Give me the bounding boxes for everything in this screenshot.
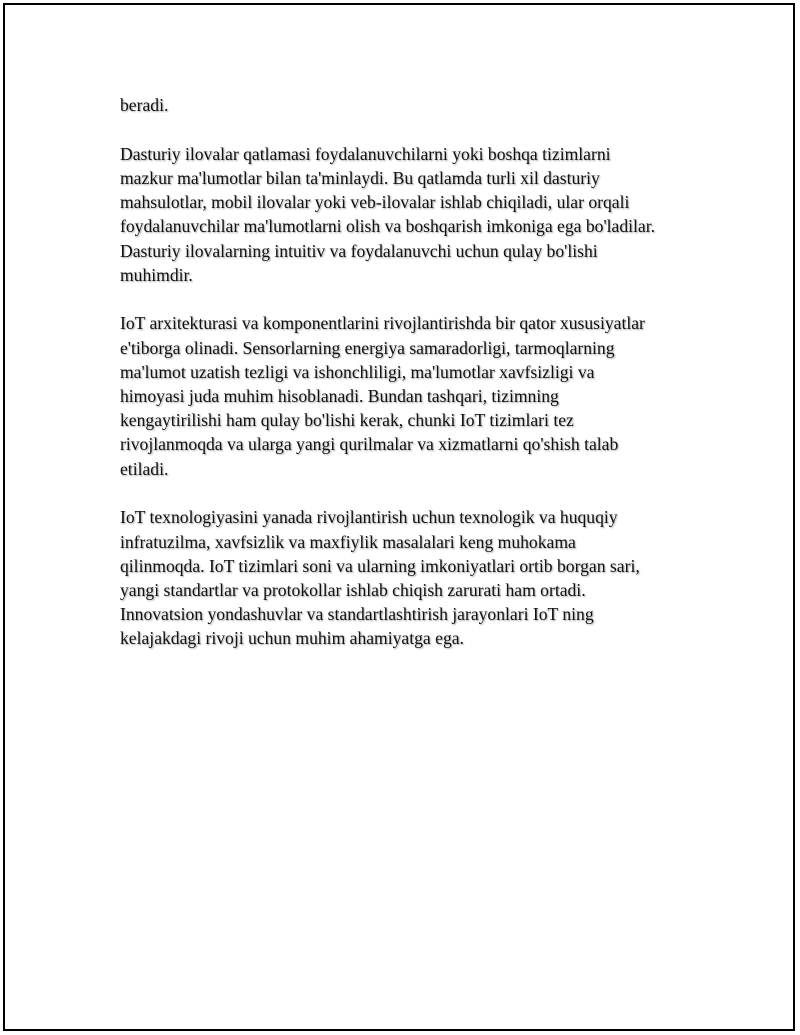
text-line: mazkur ma'lumotlar bilan ta'minlaydi. Bu qatlamda turli xil dasturiy — [120, 167, 600, 188]
page-frame — [3, 3, 795, 1031]
paragraph-4 — [120, 505, 690, 650]
document-body — [120, 93, 690, 675]
text-line: ma'lumot uzatish tezligi va ishonchliligi, ma'lumotlar xavfsizligi va — [120, 361, 595, 382]
text-line: qilinmoqda. IoT tizimlari soni va ularning imkoniyatlari ortib borgan sari, — [120, 555, 640, 576]
text-line: e'tiborga olinadi. Sensorlarning energiya samaradorligi, tarmoqlarning — [120, 337, 615, 358]
text-line: Innovatsion yondashuvlar va standartlashtirish jarayonlari IoT ning — [120, 604, 594, 625]
text-line: yangi standartlar va protokollar ishlab chiqish zarurati ham ortadi. — [120, 579, 586, 600]
paragraph-2 — [120, 142, 690, 287]
text-line: etiladi. — [120, 458, 169, 479]
text-line: muhimdir. — [120, 264, 193, 285]
text-line: mahsulotlar, mobil ilovalar yoki veb-ilovalar ishlab chiqiladi, ular orqali — [120, 192, 630, 213]
text-line: Dasturiy ilovalar qatlamasi foydalanuvchilarni yoki boshqa tizimlarni — [120, 143, 611, 164]
text-line: beradi. — [120, 95, 169, 115]
text-line: himoyasi juda muhim hisoblanadi. Bundan tashqari, tizimning — [120, 386, 559, 407]
text-line: IoT arxitekturasi va komponentlarini rivojlantirishda bir qator xususiyatlar — [120, 313, 645, 334]
text-line: infratuzilma, xavfsizlik va maxfiylik masalalari keng muhokama — [120, 531, 576, 552]
text-line: kelajakdagi rivoji uchun muhim ahamiyatga ega. — [120, 628, 464, 649]
text-line: Dasturiy ilovalarning intuitiv va foydalanuvchi uchun qulay bo'lishi — [120, 240, 598, 261]
text-line: IoT texnologiyasini yanada rivojlantirish uchun texnologik va huquqiy — [120, 507, 618, 528]
paragraph-1 — [120, 93, 690, 117]
text-line: kengaytirilishi ham qulay bo'lishi kerak, chunki IoT tizimlari tez — [120, 410, 574, 431]
text-line: rivojlanmoqda va ularga yangi qurilmalar va xizmatlarni qo'shish talab — [120, 434, 619, 455]
text-line: foydalanuvchilar ma'lumotlarni olish va boshqarish imkoniga ega bo'ladilar. — [120, 216, 656, 237]
paragraph-3 — [120, 311, 690, 480]
